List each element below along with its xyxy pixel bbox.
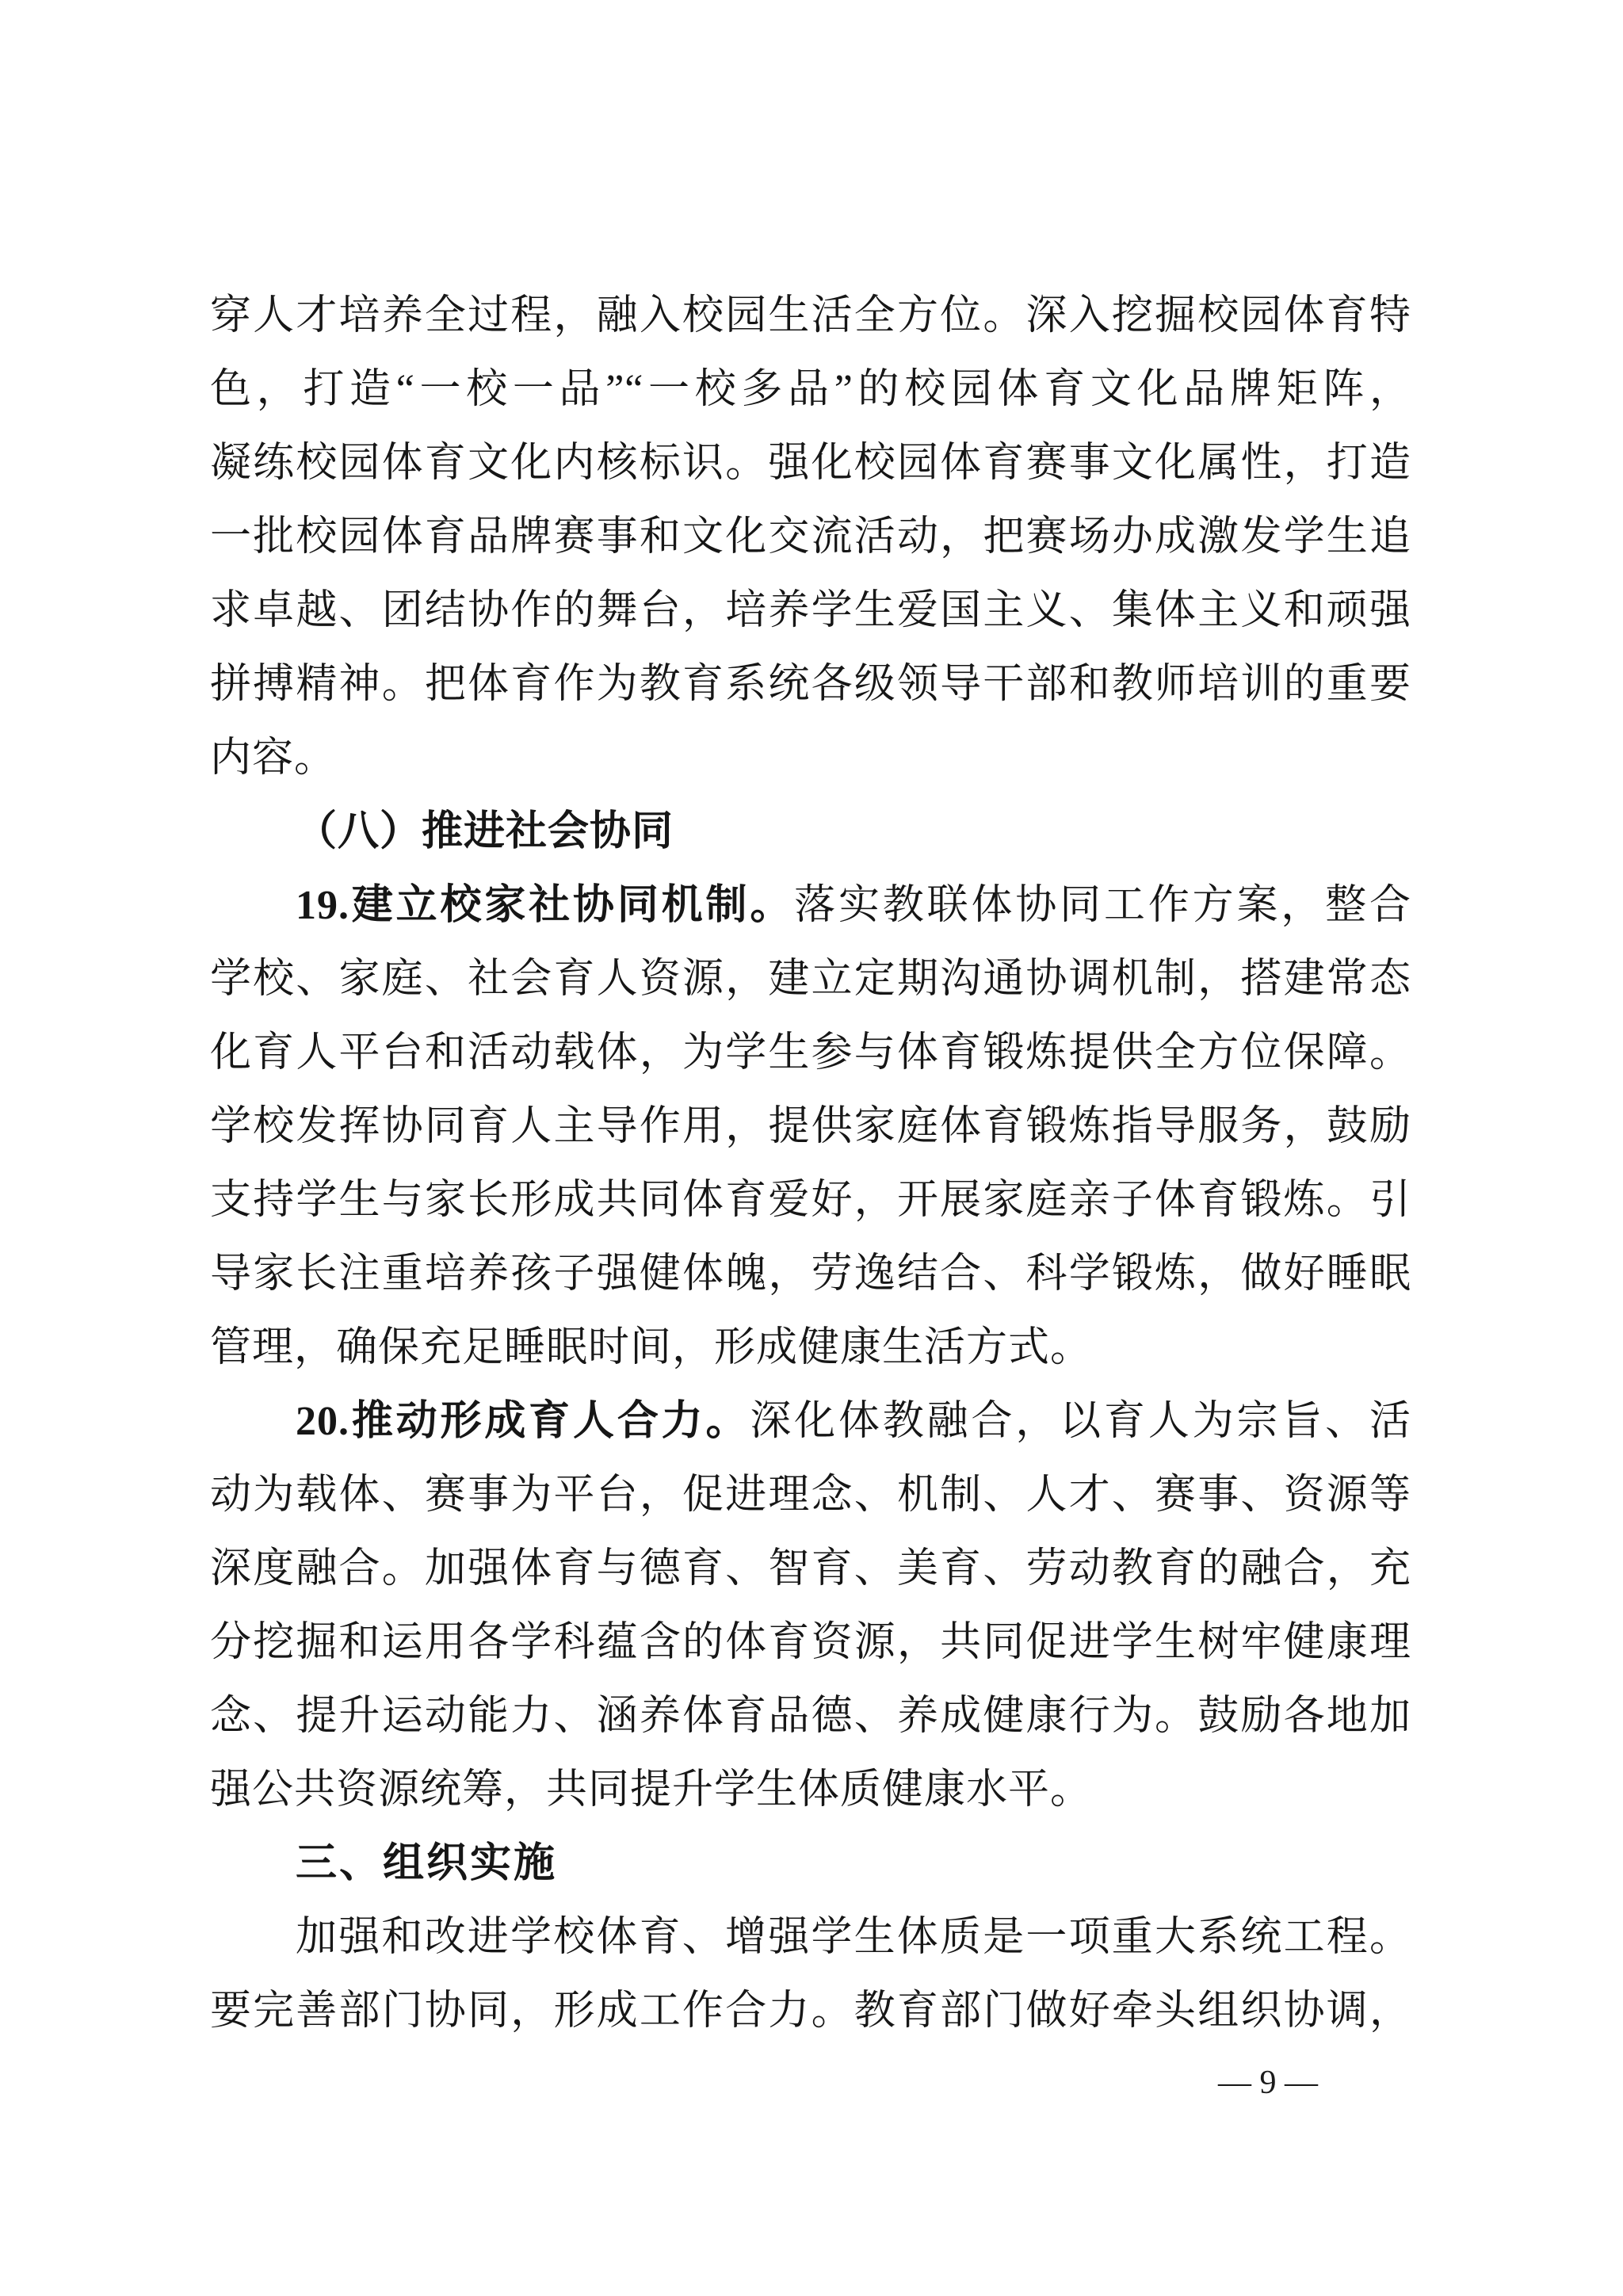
line-text: 一批校园体育品牌赛事和文化交流活动，把赛场办成激发学生追 bbox=[210, 514, 1411, 560]
line-text: 深化体教融合，以育人为宗旨、活 bbox=[750, 1399, 1411, 1444]
line-text: 学校发挥协同育人主导作用，提供家庭体育锻炼指导服务，鼓励 bbox=[210, 1104, 1411, 1149]
line-text: 动为载体、赛事为平台，促进理念、机制、人才、赛事、资源等 bbox=[210, 1473, 1411, 1518]
document-line bbox=[210, 1827, 1411, 1901]
line-text: 导家长注重培养孩子强健体魄，劳逸结合、科学锻炼，做好睡眠 bbox=[210, 1251, 1411, 1297]
document-line bbox=[210, 795, 1411, 869]
document-line bbox=[210, 1679, 1411, 1753]
document-line bbox=[210, 1090, 1411, 1163]
line-lead-bold-text: 三、组织实施 bbox=[296, 1840, 558, 1886]
line-text: 落实教联体协同工作方案，整合 bbox=[794, 883, 1411, 928]
line-text: 加强和改进学校体育、增强学生体质是一项重大系统工程。 bbox=[296, 1915, 1411, 1960]
line-text: 求卓越、团结协作的舞台，培养学生爱国主义、集体主义和顽强 bbox=[210, 588, 1411, 633]
line-text: 学校、家庭、社会育人资源，建立定期沟通协调机制，搭建常态 bbox=[210, 957, 1411, 1002]
line-text: 强公共资源统筹，共同提升学生体质健康水平。 bbox=[210, 1767, 1093, 1813]
line-lead-bold-text: 20.推动形成育人合力。 bbox=[296, 1399, 750, 1444]
document-line bbox=[210, 1016, 1411, 1090]
line-text: 色，打造“一校一品”“一校多品”的校园体育文化品牌矩阵， bbox=[210, 367, 1411, 412]
document-line bbox=[210, 574, 1411, 648]
line-text: 分挖掘和运用各学科蕴含的体育资源，共同促进学生树牢健康理 bbox=[210, 1620, 1411, 1665]
line-text: 管理，确保充足睡眠时间，形成健康生活方式。 bbox=[210, 1325, 1093, 1370]
line-text: 要完善部门协同，形成工作合力。教育部门做好牵头组织协调， bbox=[210, 1988, 1411, 2034]
document-line bbox=[210, 1532, 1411, 1606]
line-text: 穿人才培养全过程，融入校园生活全方位。深入挖掘校园体育特 bbox=[210, 293, 1411, 338]
document-line bbox=[210, 1606, 1411, 1679]
page-number-footer bbox=[1189, 2057, 1347, 2108]
line-lead-bold-text: （八）推进社会协同 bbox=[296, 809, 674, 854]
document-line bbox=[210, 1237, 1411, 1311]
document-body bbox=[210, 279, 1411, 2048]
document-line bbox=[210, 353, 1411, 426]
document-line bbox=[210, 869, 1411, 942]
document-line bbox=[210, 1458, 1411, 1532]
document-line bbox=[210, 1753, 1411, 1827]
line-text: 拼搏精神。把体育作为教育系统各级领导干部和教师培训的重要 bbox=[210, 662, 1411, 707]
line-text: 支持学生与家长形成共同体育爱好，开展家庭亲子体育锻炼。引 bbox=[210, 1178, 1411, 1223]
line-text: 化育人平台和活动载体，为学生参与体育锻炼提供全方位保障。 bbox=[210, 1030, 1411, 1075]
line-text: 内容。 bbox=[210, 735, 337, 781]
document-line bbox=[210, 1163, 1411, 1237]
document-line bbox=[210, 942, 1411, 1016]
document-line bbox=[210, 648, 1411, 721]
document-line bbox=[210, 426, 1411, 500]
line-text: 深度融合。加强体育与德育、智育、美育、劳动教育的融合，充 bbox=[210, 1546, 1411, 1591]
document-line bbox=[210, 500, 1411, 574]
document-line bbox=[210, 721, 1411, 795]
line-text: 凝练校园体育文化内核标识。强化校园体育赛事文化属性，打造 bbox=[210, 441, 1411, 486]
document-line bbox=[210, 1974, 1411, 2048]
line-text: 念、提升运动能力、涵养体育品德、养成健康行为。鼓励各地加 bbox=[210, 1694, 1411, 1739]
document-line bbox=[210, 1385, 1411, 1458]
document-line bbox=[210, 1311, 1411, 1385]
line-lead-bold-text: 19.建立校家社协同机制。 bbox=[296, 883, 795, 928]
page-number: — 9 — bbox=[1218, 2065, 1318, 2101]
document-line bbox=[210, 1901, 1411, 1974]
document-line bbox=[210, 279, 1411, 353]
